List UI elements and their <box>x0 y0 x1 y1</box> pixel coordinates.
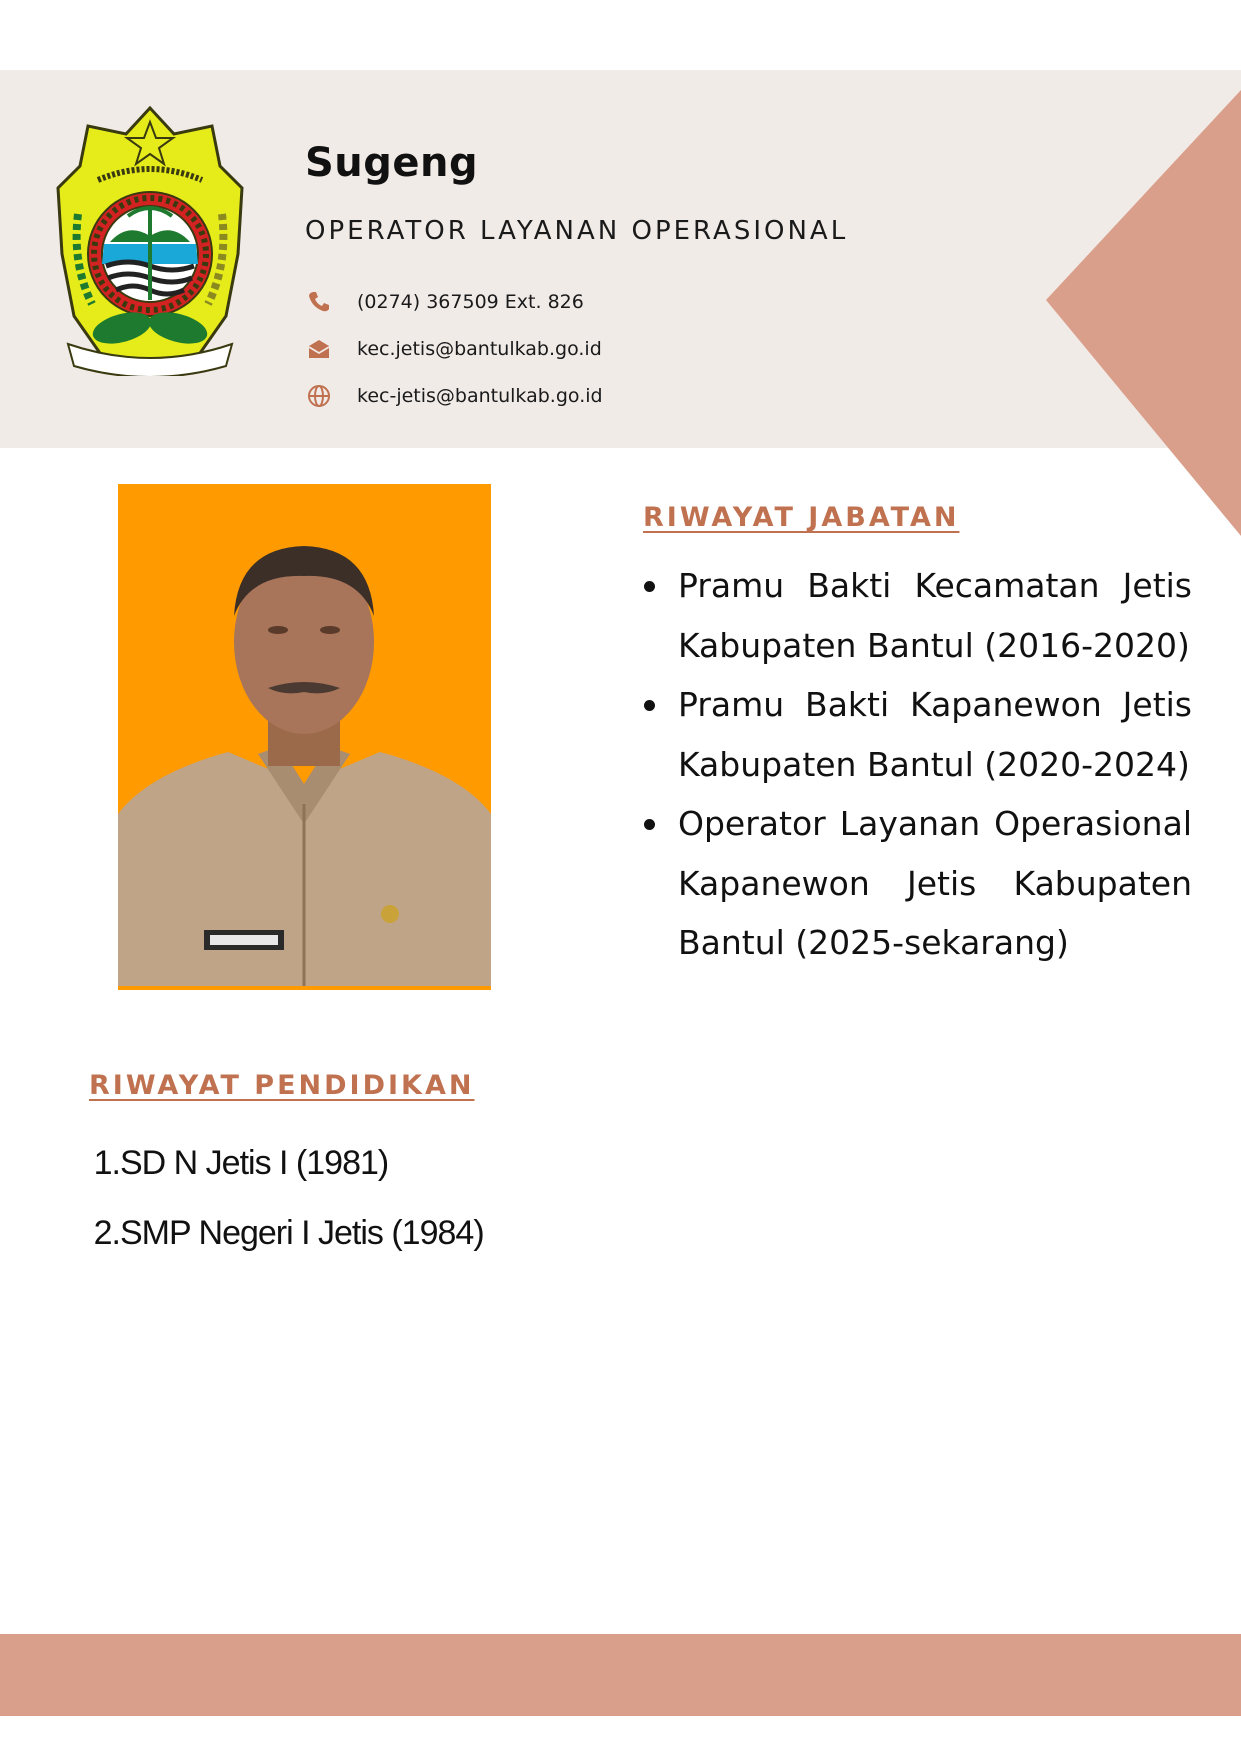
contact-website <box>305 372 603 419</box>
list-item: Pramu Bakti Kapanewon Jetis Kabupaten Bantul (2020-2024) <box>644 675 1192 794</box>
list-item: Operator Layanan Operasional Kapanewon Jetis Kabupaten Bantul (2025-sekarang) <box>644 794 1192 973</box>
list-item <box>80 1128 484 1198</box>
list-number: 2. <box>93 1214 120 1252</box>
pendidikan-list <box>80 1128 484 1268</box>
envelope-icon <box>305 335 333 363</box>
job-title: OPERATOR LAYANAN OPERASIONAL <box>305 216 849 246</box>
jabatan-section-title: RIWAYAT JABATAN <box>643 502 960 533</box>
phone-number: (0274) 367509 Ext. 826 <box>357 290 584 313</box>
website-address: kec-jetis@bantulkab.go.id <box>357 384 603 407</box>
list-item <box>80 1198 484 1268</box>
phone-icon <box>305 288 333 316</box>
jabatan-list <box>644 556 1192 973</box>
globe-icon <box>305 382 333 410</box>
profile-photo <box>118 484 491 990</box>
contact-email <box>305 325 603 372</box>
contact-list <box>305 278 603 419</box>
person-name: Sugeng <box>305 140 479 186</box>
list-text: SD N Jetis I (1981) <box>120 1144 389 1182</box>
list-number: 1. <box>93 1144 120 1182</box>
decorative-triangle <box>1046 90 1241 536</box>
footer-band <box>0 1634 1241 1716</box>
kabupaten-bantul-emblem-icon <box>48 104 252 376</box>
email-address: kec.jetis@bantulkab.go.id <box>357 337 602 360</box>
list-item: Pramu Bakti Kecamatan Jetis Kabupaten Bantul (2016-2020) <box>644 556 1192 675</box>
pendidikan-section-title: RIWAYAT PENDIDIKAN <box>89 1070 475 1101</box>
list-text: SMP Negeri I Jetis (1984) <box>120 1214 484 1252</box>
contact-phone <box>305 278 603 325</box>
